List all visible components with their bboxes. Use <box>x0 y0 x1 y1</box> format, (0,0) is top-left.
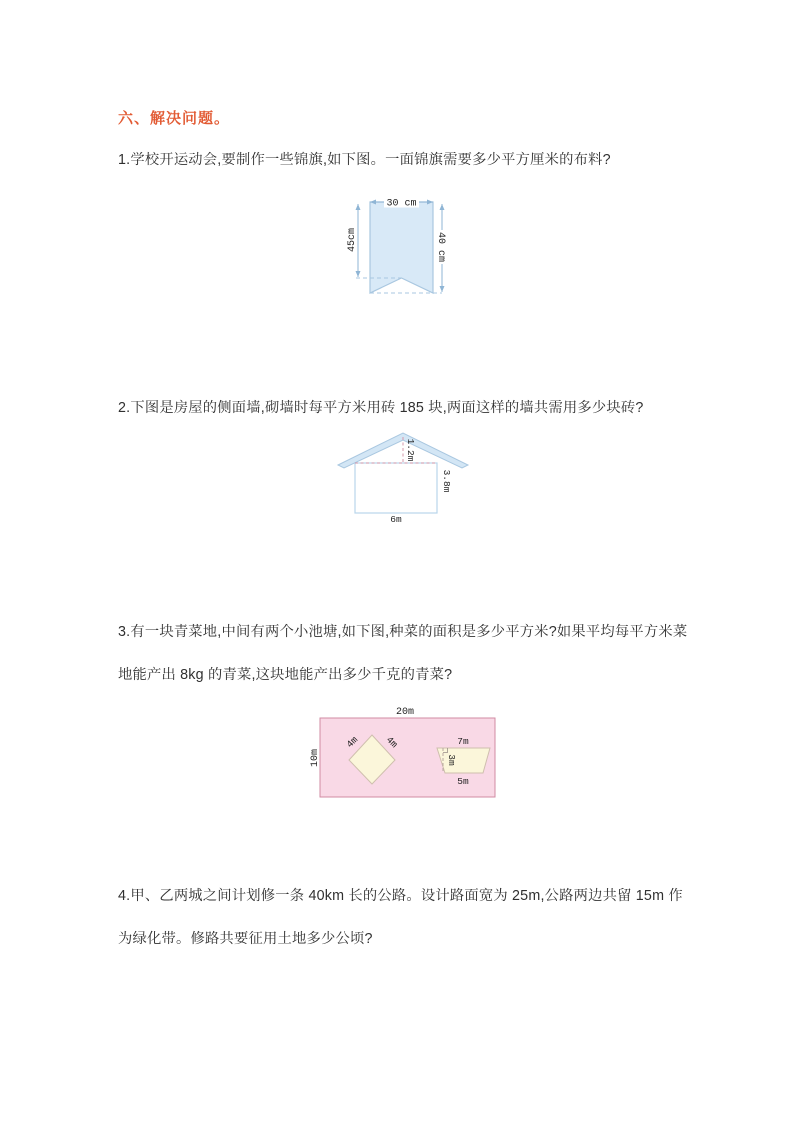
question-4-text-line2: 为绿化带。修路共要征用土地多少公顷? <box>118 931 373 947</box>
house-wall <box>355 463 437 513</box>
question-4-text-line1: 4.甲、乙两城之间计划修一条 40km 长的公路。设计路面宽为 25m,公路两边共留 15m 作 <box>118 888 683 904</box>
field-figure <box>310 702 500 808</box>
question-3-text-line1: 3.有一块青菜地,中间有两个小池塘,如下图,种菜的面积是多少平方米?如果平均每平方米菜 <box>118 624 688 640</box>
flag-left-height-label: 45cm <box>347 227 358 253</box>
flag-shape <box>370 202 433 293</box>
question-3-text-line2: 地能产出 8kg 的青菜,这块地能产出多少千克的青菜? <box>118 667 453 683</box>
arrow-down-icon <box>356 271 361 277</box>
arrow-up-icon <box>356 204 361 210</box>
diamond-left-side-label: 4m <box>344 734 361 751</box>
wall-height-label: 3.8m <box>441 469 452 493</box>
trapezoid-top-label: 7m <box>457 736 469 747</box>
trapezoid-pond <box>437 748 490 773</box>
section-heading: 六、解决问题。 <box>118 110 231 127</box>
field-height-label: 10m <box>310 748 321 768</box>
arrow-up-icon <box>440 204 445 210</box>
question-2-text: 2.下图是房屋的侧面墙,砌墙时每平方米用砖 185 块,两面这样的墙共需用多少块砖? <box>118 400 644 416</box>
wall-base-label: 6m <box>390 514 402 525</box>
flag-right-height-label: 40 cm <box>435 231 446 263</box>
diamond-right-side-label: 4m <box>383 734 400 751</box>
house-figure <box>325 423 490 527</box>
arrow-down-icon <box>440 286 445 292</box>
ridge-height-label: 1.2m <box>405 438 416 462</box>
trapezoid-bottom-label: 5m <box>457 776 469 787</box>
trapezoid-height-label: 3m <box>446 754 457 766</box>
flag-width-label: 30 cm <box>386 198 417 210</box>
question-1-text: 1.学校开运动会,要制作一些锦旗,如下图。一面锦旗需要多少平方厘米的布料? <box>118 152 611 168</box>
flag-figure <box>330 183 482 315</box>
field-width-label: 20m <box>395 707 415 718</box>
